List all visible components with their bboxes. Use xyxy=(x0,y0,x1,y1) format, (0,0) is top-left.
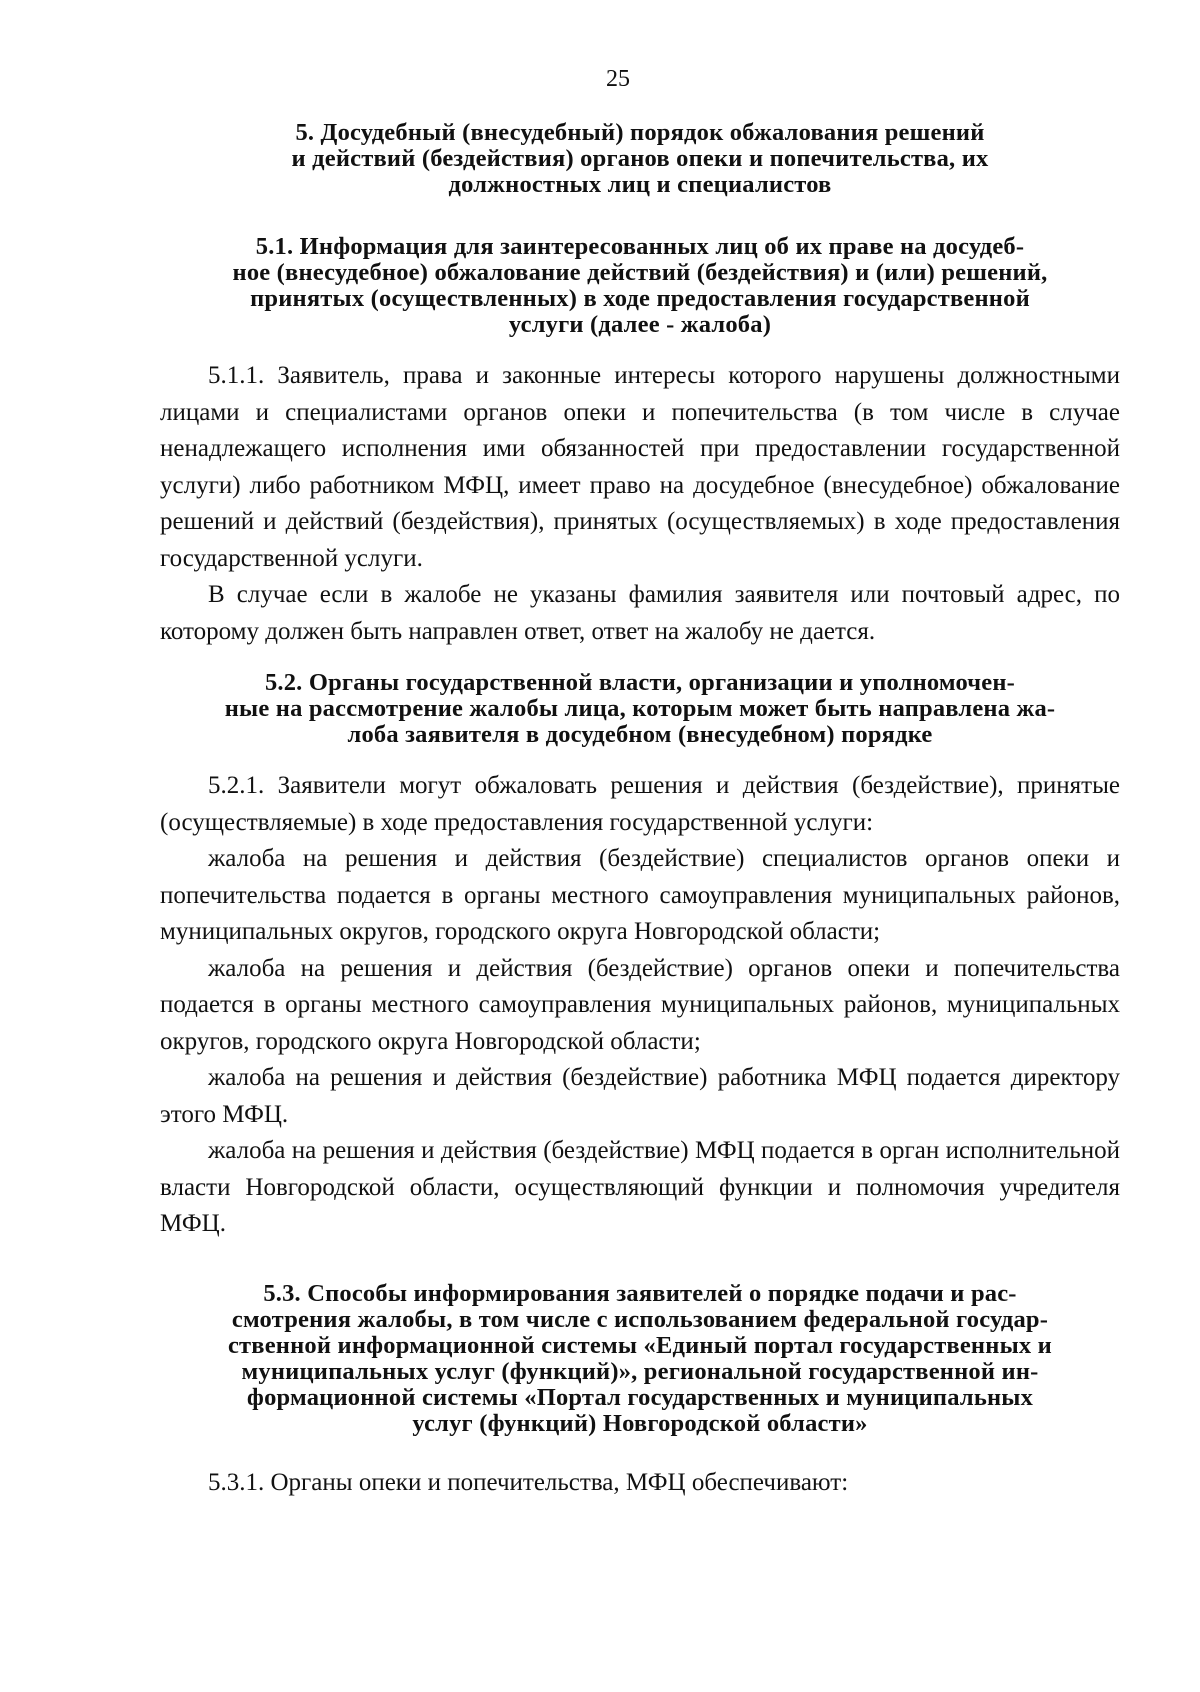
section-5-2-body xyxy=(160,768,1120,1243)
heading-line: 5. Досудебный (внесудебный) порядок обжалования решений xyxy=(295,119,985,146)
section-5-heading xyxy=(160,120,1120,198)
heading-line: смотрения жалобы, в том числе с использованием федеральной государ- xyxy=(231,1305,1049,1333)
section-5-2-heading xyxy=(160,670,1120,748)
page-number: 25 xyxy=(606,66,630,92)
heading-line: 5.1. Информация для заинтересованных лиц об их праве на досудеб- xyxy=(255,233,1025,260)
document-body xyxy=(160,120,1120,1501)
heading-line: услуг (функций) Новгородской области» xyxy=(412,1409,868,1437)
section-5-3-body xyxy=(160,1465,1120,1502)
section-5-3-heading xyxy=(160,1281,1120,1437)
heading-line: и действий (бездействия) органов опеки и попечительства, их xyxy=(291,145,989,172)
paragraph: жалоба на решения и действия (бездействие) работника МФЦ подается директору этого МФЦ. xyxy=(160,1064,1120,1128)
section-5-1-body xyxy=(160,358,1120,650)
heading-line: должностных лиц и специалистов xyxy=(448,171,832,198)
heading-line: услуги (далее - жалоба) xyxy=(508,311,772,338)
heading-line: принятых (осуществленных) в ходе предоставления государственной xyxy=(250,285,1030,312)
heading-line: ственной информационной системы «Единый портал государственных и xyxy=(227,1331,1052,1359)
heading-line: муниципальных услуг (функций)», региональной государственной ин- xyxy=(241,1357,1039,1385)
heading-line: 5.2. Органы государственной власти, организации и уполномочен- xyxy=(264,669,1016,696)
paragraph: жалоба на решения и действия (бездействие) органов опеки и попечительства подается в органы местного самоуправления муниципальных районов, муниципальных округов, городского округа Новгородской области; xyxy=(160,954,1120,1055)
paragraph-5-1-1: 5.1.1. Заявитель, права и законные интересы которого нарушены должностными лицами и специалистами органов опеки и попечительства (в том числе в случае ненадлежащего исполнения ими обязанностей при предоставлении государственной услуги) либо работником МФЦ, имеет право на досудебное (внесудебное) обжалование решений и действий (бездействия), принятых (осуществляемых) в ходе предоставления государственной услуги. xyxy=(160,362,1120,572)
paragraph-5-2-1: 5.2.1. Заявители могут обжаловать решения и действия (бездействие), принятые (осуществляемые) в ходе предоставления государственной услуги: xyxy=(160,772,1120,836)
heading-line: лоба заявителя в досудебном (внесудебном) порядке xyxy=(347,721,933,748)
paragraph: В случае если в жалобе не указаны фамилия заявителя или почтовый адрес, по которому должен быть направлен ответ, ответ на жалобу не дается. xyxy=(160,581,1120,645)
heading-line: 5.3. Способы информирования заявителей о порядке подачи и рас- xyxy=(263,1279,1017,1307)
heading-line: ные на рассмотрение жалобы лица, которым может быть направлена жа- xyxy=(224,695,1056,722)
section-5-1-heading xyxy=(160,234,1120,338)
heading-line: формационной системы «Портал государственных и муниципальных xyxy=(246,1383,1034,1411)
paragraph: жалоба на решения и действия (бездействие) специалистов органов опеки и попечительства подается в органы местного самоуправления муниципальных районов, муниципальных округов, городского округа Новгородской области; xyxy=(160,845,1120,945)
paragraph: жалоба на решения и действия (бездействие) МФЦ подается в орган исполнительной власти Новгородской области, осуществляющий функции и полномочия учредителя МФЦ. xyxy=(160,1137,1120,1237)
heading-line: ное (внесудебное) обжалование действий (бездействия) и (или) решений, xyxy=(232,259,1048,286)
paragraph-5-3-1: 5.3.1. Органы опеки и попечительства, МФЦ обеспечивают: xyxy=(208,1468,849,1496)
